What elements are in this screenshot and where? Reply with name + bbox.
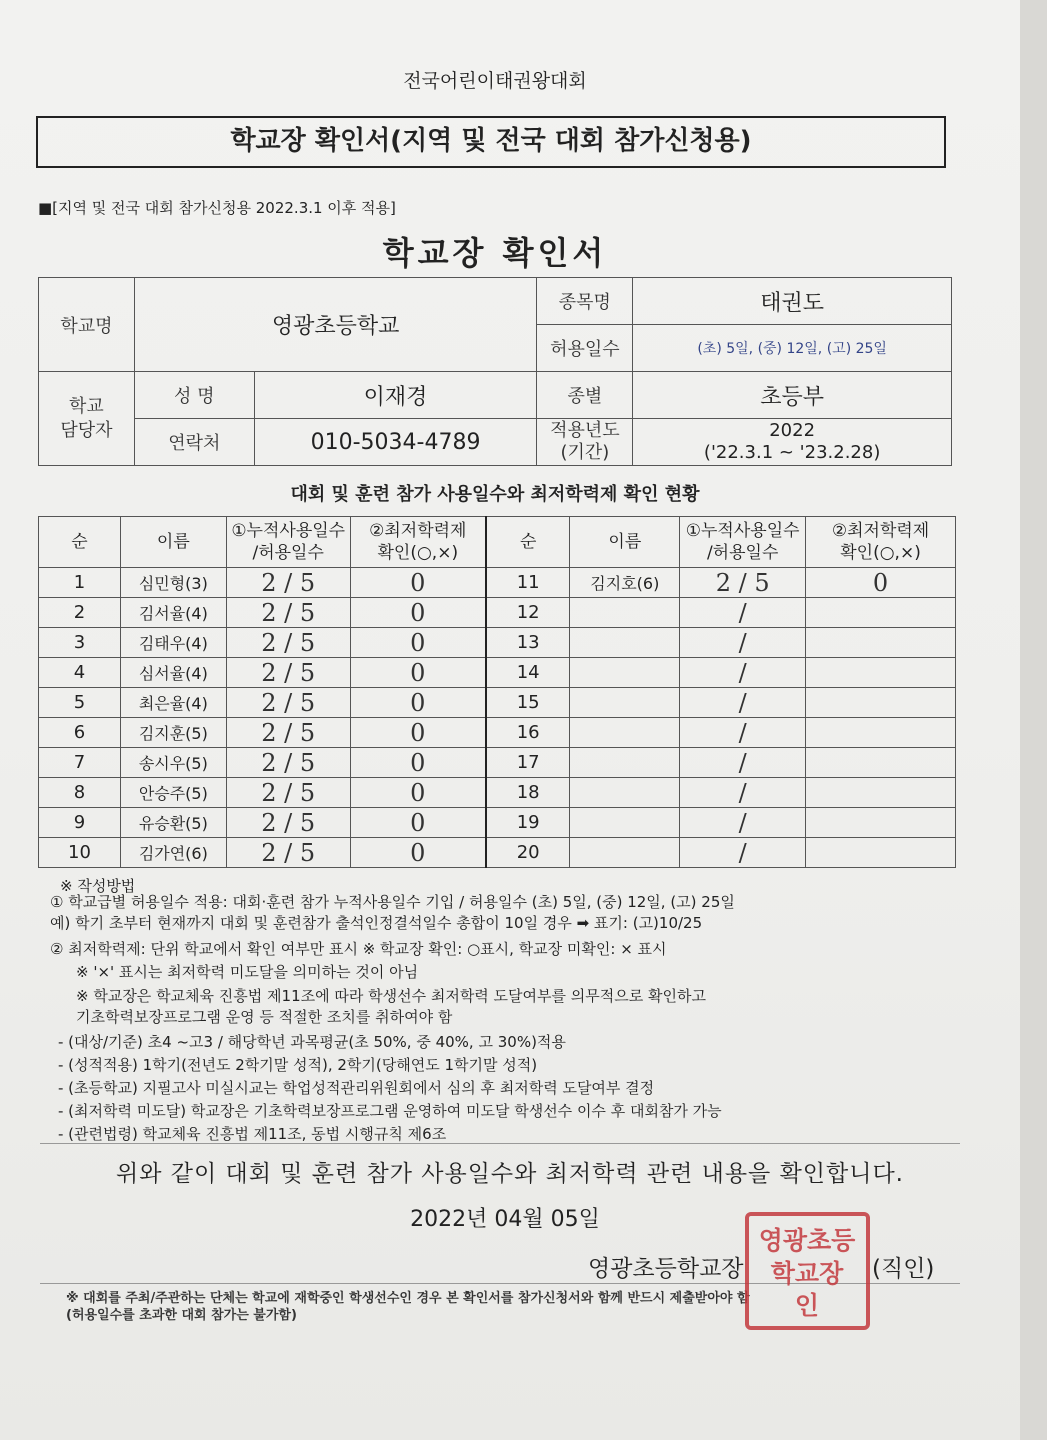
method-item-4: ※ 학교장은 학교체육 진흥법 제11조에 따라 학생선수 최저학력 도달여부를 의무적으로 확인하고 기초학력보장프로그램 운영 등 적절한 조치를 취하여야 함 [76, 987, 706, 1026]
table-row [39, 778, 956, 808]
name-cell: 심서율(4) [120, 658, 226, 688]
header-name: 이름 [570, 517, 680, 568]
days-cell: 2 / 5 [226, 808, 350, 838]
no-cell: 17 [486, 748, 570, 778]
table-row [39, 838, 956, 868]
manager-label: 학교 담당자 [39, 372, 135, 466]
method-dash: - (성적적용) 1학기(전년도 2학기말 성적), 2학기(당해연도 1학기말 성적) [58, 1056, 538, 1074]
min-check-cell: 0 [350, 748, 486, 778]
issue-date: 2022년 04월 05일 [410, 1207, 600, 1232]
no-cell: 18 [486, 778, 570, 808]
days-cell: 2 / 5 [226, 628, 350, 658]
name-cell [570, 688, 680, 718]
seal-note: (직인) [872, 1256, 935, 1282]
min-check-cell: 0 [806, 568, 956, 598]
name-cell: 심민형(3) [120, 568, 226, 598]
header-days: ①누적사용일수 /허용일수 [226, 517, 350, 568]
days-cell: / [680, 598, 806, 628]
name-cell [570, 718, 680, 748]
min-check-cell: 0 [350, 838, 486, 868]
days-cell: 2 / 5 [226, 838, 350, 868]
days-cell: / [680, 688, 806, 718]
days-cell: 2 / 5 [226, 778, 350, 808]
school-label: 학교명 [39, 278, 135, 372]
min-check-cell [806, 598, 956, 628]
no-cell: 1 [39, 568, 121, 598]
days-cell: 2 / 5 [226, 748, 350, 778]
name-cell: 유승환(5) [120, 808, 226, 838]
days-cell: / [680, 658, 806, 688]
name-cell [570, 598, 680, 628]
footnote: ※ 대회를 주최/주관하는 단체는 학교에 재학중인 학생선수인 경우 본 확인서를 참가신청서와 함께 반드시 제출받아야 함 (허용일수를 초과한 대회 참가는 불가함) [66, 1291, 750, 1323]
no-cell: 14 [486, 658, 570, 688]
method-dash: - (대상/기준) 초4 ~고3 / 해당학년 과목평균(초 50%, 중 40%, 고 30%)적용 [58, 1033, 566, 1051]
min-check-cell: 0 [350, 658, 486, 688]
name-cell: 김가연(6) [120, 838, 226, 868]
name-cell [570, 658, 680, 688]
no-cell: 13 [486, 628, 570, 658]
min-check-cell [806, 688, 956, 718]
min-check-cell [806, 838, 956, 868]
min-check-cell [806, 658, 956, 688]
confirmation-statement: 위와 같이 대회 및 훈련 참가 사용일수와 최저학력 관련 내용을 확인합니다. [116, 1161, 904, 1187]
min-check-cell [806, 718, 956, 748]
header-days: ①누적사용일수 /허용일수 [680, 517, 806, 568]
no-cell: 12 [486, 598, 570, 628]
no-cell: 11 [486, 568, 570, 598]
days-cell: / [680, 838, 806, 868]
days-cell: / [680, 778, 806, 808]
banner-title: 학교장 확인서(지역 및 전국 대회 참가신청용) [36, 116, 946, 168]
name-cell [570, 838, 680, 868]
table-row [39, 718, 956, 748]
days-cell: 2 / 5 [226, 718, 350, 748]
contact-value: 010-5034-4789 [254, 419, 537, 466]
min-check-cell [806, 628, 956, 658]
info-table [38, 277, 952, 466]
days-cell: / [680, 748, 806, 778]
divider [40, 1143, 960, 1144]
name-cell: 송시우(5) [120, 748, 226, 778]
min-check-cell: 0 [350, 628, 486, 658]
no-cell: 7 [39, 748, 121, 778]
header-name: 이름 [120, 517, 226, 568]
organizer-name: 전국어린이태권왕대회 [403, 70, 587, 92]
name-value: 이재경 [254, 372, 537, 419]
no-cell: 10 [39, 838, 121, 868]
signer-name: 영광초등학교장 [588, 1256, 744, 1282]
min-check-cell: 0 [350, 718, 486, 748]
svg-text:인: 인 [794, 1291, 820, 1320]
min-check-cell: 0 [350, 598, 486, 628]
name-cell: 최은율(4) [120, 688, 226, 718]
days-cell: 2 / 5 [226, 568, 350, 598]
section-title: 대회 및 훈련 참가 사용일수와 최저학력제 확인 현황 [290, 484, 700, 505]
page-title: 학교장 확인서 [382, 234, 608, 272]
table-row [39, 628, 956, 658]
header-min: ②최저학력제 확인(○,×) [806, 517, 956, 568]
allow-value: (초) 5일, (중) 12일, (고) 25일 [633, 325, 952, 372]
min-check-cell [806, 808, 956, 838]
name-cell [570, 748, 680, 778]
name-cell [570, 778, 680, 808]
official-seal-stamp [745, 1212, 870, 1330]
name-cell: 김지훈(5) [120, 718, 226, 748]
no-cell: 5 [39, 688, 121, 718]
no-cell: 4 [39, 658, 121, 688]
method-item-1: ① 학교급별 허용일수 적용: 대회·훈련 참가 누적사용일수 기입 / 허용일수 (초) 5일, (중) 12일, (고) 25일 예) 학기 초부터 현재까지 대회 및 훈련참가 출석인정결석일수 총합이 10일 경우 ➡ 표기: (고)10/25 [50, 893, 735, 932]
division-label: 종별 [537, 372, 633, 419]
name-cell: 안승주(5) [120, 778, 226, 808]
method-dash: - (최저학력 미도달) 학교장은 기초학력보장프로그램 운영하여 미도달 학생선수 이수 후 대회참가 가능 [58, 1102, 722, 1120]
days-cell: 2 / 5 [226, 598, 350, 628]
name-cell [570, 808, 680, 838]
table-row [39, 568, 956, 598]
name-cell: 김서율(4) [120, 598, 226, 628]
min-check-cell: 0 [350, 568, 486, 598]
svg-text:학교장: 학교장 [770, 1259, 844, 1288]
days-cell: / [680, 718, 806, 748]
header-no: 순 [486, 517, 570, 568]
min-check-cell: 0 [350, 778, 486, 808]
table-row [39, 598, 956, 628]
method-item-3: ※ '×' 표시는 최저학력 미도달을 의미하는 것이 아님 [76, 963, 419, 981]
school-value: 영광초등학교 [134, 278, 537, 372]
days-cell: / [680, 628, 806, 658]
allow-label: 허용일수 [537, 325, 633, 372]
table-row [39, 808, 956, 838]
no-cell: 15 [486, 688, 570, 718]
no-cell: 9 [39, 808, 121, 838]
min-check-cell: 0 [350, 688, 486, 718]
table-row [39, 688, 956, 718]
year-value: 2022 ('22.3.1 ~ '23.2.28) [633, 419, 952, 466]
name-cell: 김태우(4) [120, 628, 226, 658]
name-cell: 김지호(6) [570, 568, 680, 598]
min-check-cell [806, 748, 956, 778]
method-title: ※ 작성방법 [60, 877, 136, 895]
year-label: 적용년도 (기간) [537, 419, 633, 466]
table-row [39, 748, 956, 778]
min-check-cell [806, 778, 956, 808]
method-item-2: ② 최저학력제: 단위 학교에서 확인 여부만 표시 ※ 학교장 확인: ○표시, 학교장 미확인: × 표시 [50, 940, 667, 958]
svg-text:영광초등: 영광초등 [758, 1226, 856, 1255]
days-cell: 2 / 5 [680, 568, 806, 598]
no-cell: 6 [39, 718, 121, 748]
days-cell: 2 / 5 [226, 658, 350, 688]
no-cell: 8 [39, 778, 121, 808]
header-min: ②최저학력제 확인(○,×) [350, 517, 486, 568]
min-check-cell: 0 [350, 808, 486, 838]
table-row [39, 658, 956, 688]
contact-label: 연락처 [134, 419, 254, 466]
event-label: 종목명 [537, 278, 633, 325]
applicability-note: ■[지역 및 전국 대회 참가신청용 2022.3.1 이후 적용] [38, 199, 396, 217]
no-cell: 19 [486, 808, 570, 838]
roster-table [38, 516, 956, 868]
event-value: 태권도 [633, 278, 952, 325]
method-dash: - (관련법령) 학교체육 진흥법 제11조, 동법 시행규칙 제6조 [58, 1125, 447, 1143]
no-cell: 20 [486, 838, 570, 868]
no-cell: 16 [486, 718, 570, 748]
division-value: 초등부 [633, 372, 952, 419]
days-cell: / [680, 808, 806, 838]
header-no: 순 [39, 517, 121, 568]
name-cell [570, 628, 680, 658]
no-cell: 3 [39, 628, 121, 658]
days-cell: 2 / 5 [226, 688, 350, 718]
no-cell: 2 [39, 598, 121, 628]
method-dash: - (초등학교) 지필고사 미실시교는 학업성적관리위원회에서 심의 후 최저학력 도달여부 결정 [58, 1079, 655, 1097]
name-label: 성 명 [134, 372, 254, 419]
